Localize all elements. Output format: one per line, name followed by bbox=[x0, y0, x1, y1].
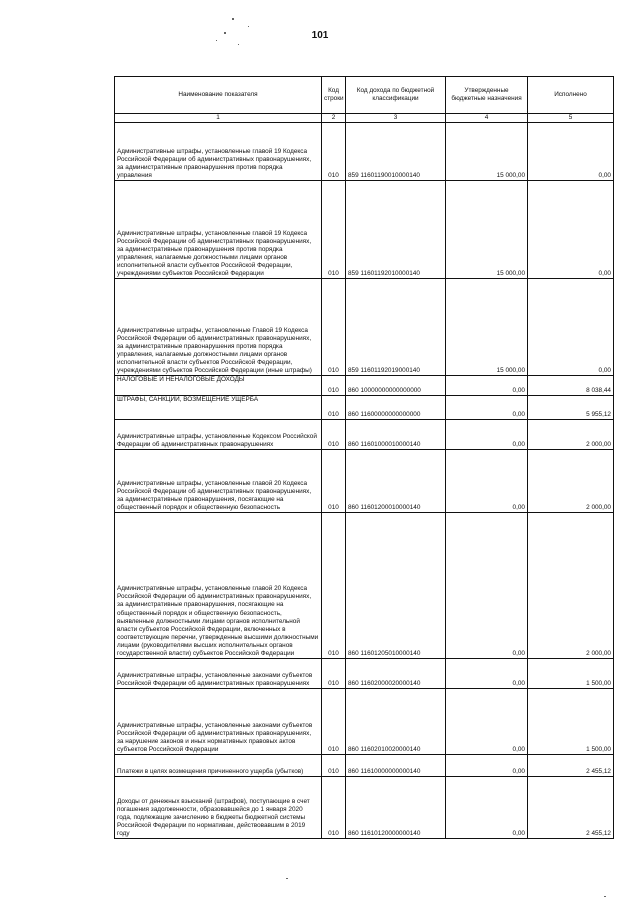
row-approved: 0,00 bbox=[446, 777, 528, 839]
table-row bbox=[115, 123, 614, 181]
row-kbk: 860 11610120000000140 bbox=[346, 777, 446, 839]
revenue-table bbox=[114, 76, 614, 839]
row-code: 010 bbox=[322, 450, 346, 513]
table-row bbox=[115, 513, 614, 659]
row-name: Административные штрафы, установленные главой 19 Кодекса Российской Федерации об административных правонарушениях, за административные правонарушения против порядка управления, налагаемые должностными лицами органов исполнительной власти субъектов Российской Федерации, учреждениями субъектов Российской Федерации bbox=[115, 181, 322, 279]
row-code: 010 bbox=[322, 420, 346, 450]
row-approved: 15 000,00 bbox=[446, 123, 528, 181]
column-number: 1 bbox=[115, 114, 322, 123]
row-code: 010 bbox=[322, 123, 346, 181]
row-name: Административные штрафы, установленные главой 19 Кодекса Российской Федерации об административных правонарушениях, за административные правонарушения против порядка управления bbox=[115, 123, 322, 181]
row-kbk: 859 11601192019000140 bbox=[346, 279, 446, 376]
column-number: 2 bbox=[322, 114, 346, 123]
table-row bbox=[115, 659, 614, 689]
row-kbk: 860 11610000000000140 bbox=[346, 755, 446, 777]
scan-speck bbox=[248, 26, 249, 27]
table-row bbox=[115, 279, 614, 376]
row-kbk: 860 10000000000000000 bbox=[346, 376, 446, 396]
row-approved: 0,00 bbox=[446, 396, 528, 420]
row-executed: 2 455,12 bbox=[528, 755, 614, 777]
row-code: 010 bbox=[322, 513, 346, 659]
table-row bbox=[115, 396, 614, 420]
row-kbk: 860 11601205010000140 bbox=[346, 513, 446, 659]
row-name: НАЛОГОВЫЕ И НЕНАЛОГОВЫЕ ДОХОДЫ bbox=[115, 376, 322, 396]
row-approved: 15 000,00 bbox=[446, 279, 528, 376]
row-kbk: 860 11600000000000000 bbox=[346, 396, 446, 420]
row-executed: 5 955,12 bbox=[528, 396, 614, 420]
row-code: 010 bbox=[322, 755, 346, 777]
row-executed: 2 000,00 bbox=[528, 420, 614, 450]
row-executed: 8 038,44 bbox=[528, 376, 614, 396]
row-name: Административные штрафы, установленные законами субъектов Российской Федерации об административных правонарушениях, за нарушение законов и иных нормативных правовых актов субъектов Российской Федерации bbox=[115, 689, 322, 755]
row-approved: 0,00 bbox=[446, 376, 528, 396]
row-kbk: 860 11601000010000140 bbox=[346, 420, 446, 450]
row-code: 010 bbox=[322, 376, 346, 396]
row-code: 010 bbox=[322, 777, 346, 839]
col-header-name: Наименование показателя bbox=[115, 77, 322, 114]
col-header-kbk: Код дохода по бюджетной классификации bbox=[346, 77, 446, 114]
row-code: 010 bbox=[322, 659, 346, 689]
row-name: Административные штрафы, установленные законами субъектов Российской Федерации об административных правонарушениях bbox=[115, 659, 322, 689]
column-number: 3 bbox=[346, 114, 446, 123]
scan-speck bbox=[232, 18, 234, 20]
row-name: Платежи в целях возмещения причиненного ущерба (убытков) bbox=[115, 755, 322, 777]
scan-speck bbox=[224, 32, 226, 34]
row-approved: 15 000,00 bbox=[446, 181, 528, 279]
col-header-approved: Утвержденные бюджетные назначения bbox=[446, 77, 528, 114]
row-name: Административные штрафы, установленные главой 20 Кодекса Российской Федерации об административных правонарушениях, за административные правонарушения, посягающие на общественный порядок и общественную безопасность bbox=[115, 450, 322, 513]
row-approved: 0,00 bbox=[446, 689, 528, 755]
col-header-code: Код строки bbox=[322, 77, 346, 114]
row-name: Административные штрафы, установленные Кодексом Российской Федерации об административных правонарушениях bbox=[115, 420, 322, 450]
table-row bbox=[115, 420, 614, 450]
column-number-row bbox=[115, 114, 614, 123]
row-executed: 0,00 bbox=[528, 181, 614, 279]
row-executed: 2 455,12 bbox=[528, 777, 614, 839]
row-code: 010 bbox=[322, 181, 346, 279]
row-name: ШТРАФЫ, САНКЦИИ, ВОЗМЕЩЕНИЕ УЩЕРБА bbox=[115, 396, 322, 420]
col-header-executed: Исполнено bbox=[528, 77, 614, 114]
header-row bbox=[115, 77, 614, 114]
row-code: 010 bbox=[322, 396, 346, 420]
row-executed: 0,00 bbox=[528, 279, 614, 376]
row-name: Доходы от денежных взысканий (штрафов), поступающие в счет погашения задолженности, образовавшейся до 1 января 2020 года, подлежащие зачислению в бюджеты бюджетной системы Российской Федерации по нормативам, действовавшим в 2019 году bbox=[115, 777, 322, 839]
row-kbk: 859 11601190010000140 bbox=[346, 123, 446, 181]
table-row bbox=[115, 689, 614, 755]
row-code: 010 bbox=[322, 689, 346, 755]
table-row bbox=[115, 450, 614, 513]
scan-speck bbox=[238, 44, 239, 45]
column-number: 4 bbox=[446, 114, 528, 123]
row-name: Административные штрафы, установленные главой 20 Кодекса Российской Федерации об административных правонарушениях, за административные правонарушения, посягающие на общественный порядок и общественную безопасность, выявленные должностными лицами органов исполнительной власти субъектов Российской Федерации, включенных в соответствующие перечни, утвержденные высшими должностными лицами (руководителями высших исполнительных органов государственной власти) субъектов Российской Федерации bbox=[115, 513, 322, 659]
page-number: 101 bbox=[311, 30, 329, 41]
row-kbk: 859 11601192010000140 bbox=[346, 181, 446, 279]
scan-speck bbox=[286, 878, 288, 879]
row-approved: 0,00 bbox=[446, 420, 528, 450]
row-name: Административные штрафы, установленные Главой 19 Кодекса Российской Федерации об административных правонарушениях, за административные правонарушения против порядка управления, налагаемые должностными лицами органов исполнительной власти субъектов Российской Федерации, учреждениями субъектов Российской Федерации (иные штрафы) bbox=[115, 279, 322, 376]
table-row bbox=[115, 181, 614, 279]
row-code: 010 bbox=[322, 279, 346, 376]
scan-speck bbox=[604, 896, 606, 897]
row-kbk: 860 11602010020000140 bbox=[346, 689, 446, 755]
scan-speck bbox=[216, 40, 217, 41]
table-row bbox=[115, 376, 614, 396]
row-kbk: 860 11602000020000140 bbox=[346, 659, 446, 689]
row-approved: 0,00 bbox=[446, 450, 528, 513]
row-executed: 2 000,00 bbox=[528, 513, 614, 659]
column-number: 5 bbox=[528, 114, 614, 123]
row-approved: 0,00 bbox=[446, 755, 528, 777]
row-executed: 2 000,00 bbox=[528, 450, 614, 513]
table-row bbox=[115, 755, 614, 777]
row-approved: 0,00 bbox=[446, 659, 528, 689]
row-kbk: 860 11601200010000140 bbox=[346, 450, 446, 513]
row-approved: 0,00 bbox=[446, 513, 528, 659]
row-executed: 0,00 bbox=[528, 123, 614, 181]
row-executed: 1 500,00 bbox=[528, 689, 614, 755]
table-row bbox=[115, 777, 614, 839]
row-executed: 1 500,00 bbox=[528, 659, 614, 689]
